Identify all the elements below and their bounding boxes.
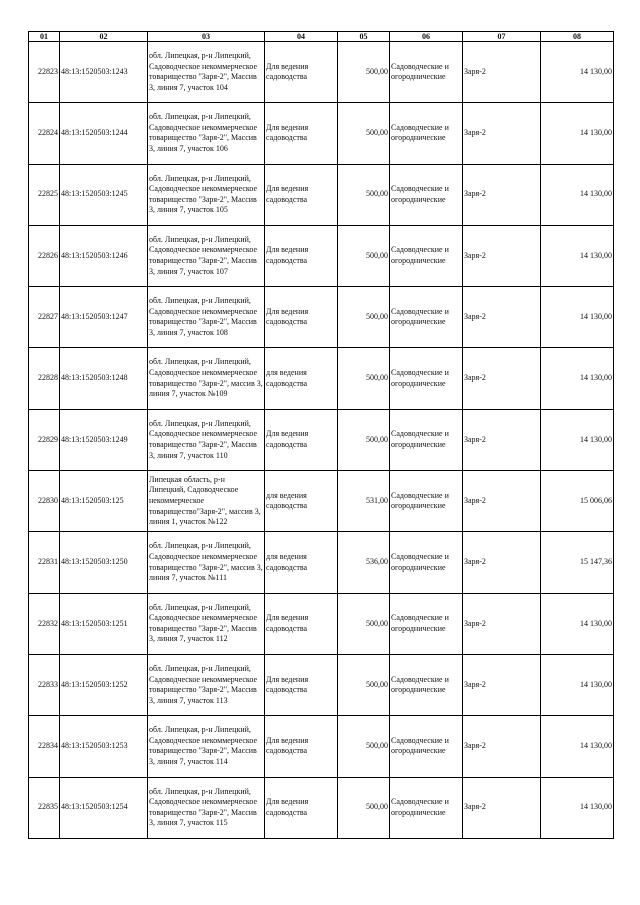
category-cell: Садоводческие и огороднические [390,654,463,715]
area-cell: 500,00 [338,409,390,470]
address-cell: обл. Липецкая, р-н Липецкий, Садоводческое некоммерческое товарищество "Заря-2", Массив 3, линия 7, участок 115 [148,777,265,838]
address-cell: Липецкая область, р-н Липецкий, Садоводческое некоммерческое товарищество"Заря-2", массив 3, линия 1, участок №122 [148,471,265,532]
column-header-04: 04 [265,32,338,42]
permitted-use-cell: Для ведения садоводства [265,777,338,838]
cadastral-number: 48:13:1520503:1246 [60,225,148,286]
category-cell: Садоводческие и огороднические [390,103,463,164]
table-body [29,42,614,839]
address-cell: обл. Липецкая, р-н Липецкий, Садоводческое некоммерческое товарищество "Заря-2", массив 3, линия 7, участок №111 [148,532,265,593]
category-cell: Садоводческие и огороднические [390,348,463,409]
zone-cell: Заря-2 [463,409,541,470]
zone-cell: Заря-2 [463,777,541,838]
area-cell: 500,00 [338,777,390,838]
record-number: 22826 [29,225,60,286]
permitted-use-cell: Для ведения садоводства [265,716,338,777]
area-cell: 500,00 [338,654,390,715]
column-header-03: 03 [148,32,265,42]
cadastral-number: 48:13:1520503:1245 [60,164,148,225]
area-cell: 500,00 [338,287,390,348]
cadastral-value-cell: 14 130,00 [541,287,614,348]
cadastral-number: 48:13:1520503:1254 [60,777,148,838]
table-row [29,164,614,225]
zone-cell: Заря-2 [463,103,541,164]
record-number: 22825 [29,164,60,225]
record-number: 22833 [29,654,60,715]
cadastral-value-cell: 15 006,06 [541,471,614,532]
record-number: 22828 [29,348,60,409]
category-cell: Садоводческие и огороднические [390,164,463,225]
area-cell: 536,00 [338,532,390,593]
zone-cell: Заря-2 [463,532,541,593]
zone-cell: Заря-2 [463,225,541,286]
permitted-use-cell: Для ведения садоводства [265,409,338,470]
cadastral-number: 48:13:1520503:125 [60,471,148,532]
zone-cell: Заря-2 [463,348,541,409]
land-register-table [28,31,614,839]
category-cell: Садоводческие и огороднические [390,42,463,103]
column-header-07: 07 [463,32,541,42]
zone-cell: Заря-2 [463,164,541,225]
cadastral-value-cell: 14 130,00 [541,164,614,225]
permitted-use-cell: Для ведения садоводства [265,593,338,654]
column-header-08: 08 [541,32,614,42]
cadastral-value-cell: 14 130,00 [541,716,614,777]
category-cell: Садоводческие и огороднические [390,593,463,654]
table-row [29,777,614,838]
record-number: 22834 [29,716,60,777]
address-cell: обл. Липецкая, р-н Липецкий, Садоводческое некоммерческое товарищество "Заря-2", Массив 3, линия 7, участок 107 [148,225,265,286]
table-row [29,409,614,470]
header-row [29,32,614,42]
cadastral-value-cell: 14 130,00 [541,593,614,654]
cadastral-value-cell: 14 130,00 [541,103,614,164]
permitted-use-cell: Для ведения садоводства [265,164,338,225]
zone-cell: Заря-2 [463,471,541,532]
category-cell: Садоводческие и огороднические [390,777,463,838]
permitted-use-cell: Для ведения садоводства [265,225,338,286]
zone-cell: Заря-2 [463,654,541,715]
cadastral-value-cell: 14 130,00 [541,777,614,838]
table-row [29,348,614,409]
table-row [29,287,614,348]
cadastral-value-cell: 14 130,00 [541,409,614,470]
table-row [29,471,614,532]
table-row [29,593,614,654]
cadastral-number: 48:13:1520503:1247 [60,287,148,348]
record-number: 22831 [29,532,60,593]
record-number: 22829 [29,409,60,470]
cadastral-number: 48:13:1520503:1253 [60,716,148,777]
address-cell: обл. Липецкая, р-н Липецкий, Садоводческое некоммерческое товарищество "Заря-2", Массив 3, линия 7, участок 104 [148,42,265,103]
cadastral-number: 48:13:1520503:1249 [60,409,148,470]
record-number: 22832 [29,593,60,654]
table-row [29,225,614,286]
address-cell: обл. Липецкая, р-н Липецкий, Садоводческое некоммерческое товарищество "Заря-2", Массив 3, линия 7, участок 106 [148,103,265,164]
cadastral-value-cell: 15 147,36 [541,532,614,593]
category-cell: Садоводческие и огороднические [390,409,463,470]
category-cell: Садоводческие и огороднические [390,225,463,286]
record-number: 22830 [29,471,60,532]
table-row [29,103,614,164]
category-cell: Садоводческие и огороднические [390,471,463,532]
permitted-use-cell: Для ведения садоводства [265,654,338,715]
cadastral-value-cell: 14 130,00 [541,225,614,286]
address-cell: обл. Липецкая, р-н Липецкий, Садоводческое некоммерческое товарищество "Заря-2", Массив 3, линия 7, участок 114 [148,716,265,777]
permitted-use-cell: Для ведения садоводства [265,287,338,348]
record-number: 22835 [29,777,60,838]
cadastral-number: 48:13:1520503:1243 [60,42,148,103]
address-cell: обл. Липецкая, р-н Липецкий, Садоводческое некоммерческое товарищество "Заря-2", Массив 3, линия 7, участок 108 [148,287,265,348]
address-cell: обл. Липецкая, р-н Липецкий, Садоводческое некоммерческое товарищество "Заря-2", Массив 3, линия 7, участок 105 [148,164,265,225]
address-cell: обл. Липецкая, р-н Липецкий, Садоводческое некоммерческое товарищество "Заря-2", Массив 3, линия 7, участок 110 [148,409,265,470]
category-cell: Садоводческие и огороднические [390,716,463,777]
table-header [29,32,614,42]
record-number: 22824 [29,103,60,164]
area-cell: 500,00 [338,164,390,225]
cadastral-number: 48:13:1520503:1251 [60,593,148,654]
address-cell: обл. Липецкая, р-н Липецкий, Садоводческое некоммерческое товарищество "Заря-2", Массив 3, линия 7, участок 113 [148,654,265,715]
zone-cell: Заря-2 [463,42,541,103]
area-cell: 500,00 [338,103,390,164]
permitted-use-cell: Для ведения садоводства [265,42,338,103]
area-cell: 500,00 [338,225,390,286]
column-header-02: 02 [60,32,148,42]
area-cell: 531,00 [338,471,390,532]
category-cell: Садоводческие и огороднические [390,532,463,593]
permitted-use-cell: для ведения садоводства [265,471,338,532]
column-header-06: 06 [390,32,463,42]
cadastral-number: 48:13:1520503:1250 [60,532,148,593]
table-row [29,716,614,777]
permitted-use-cell: для ведения садоводства [265,532,338,593]
cadastral-number: 48:13:1520503:1248 [60,348,148,409]
cadastral-number: 48:13:1520503:1252 [60,654,148,715]
permitted-use-cell: Для ведения садоводства [265,103,338,164]
record-number: 22827 [29,287,60,348]
address-cell: обл. Липецкая, р-н Липецкий, Садоводческое некоммерческое товарищество "Заря-2", массив 3, линия 7, участок №109 [148,348,265,409]
cadastral-number: 48:13:1520503:1244 [60,103,148,164]
area-cell: 500,00 [338,42,390,103]
column-header-05: 05 [338,32,390,42]
table-row [29,654,614,715]
zone-cell: Заря-2 [463,593,541,654]
area-cell: 500,00 [338,716,390,777]
zone-cell: Заря-2 [463,287,541,348]
area-cell: 500,00 [338,593,390,654]
record-number: 22823 [29,42,60,103]
cadastral-value-cell: 14 130,00 [541,348,614,409]
cadastral-value-cell: 14 130,00 [541,654,614,715]
category-cell: Садоводческие и огороднические [390,287,463,348]
table-row [29,42,614,103]
table-row [29,532,614,593]
column-header-01: 01 [29,32,60,42]
permitted-use-cell: для ведения садоводства [265,348,338,409]
cadastral-value-cell: 14 130,00 [541,42,614,103]
zone-cell: Заря-2 [463,716,541,777]
address-cell: обл. Липецкая, р-н Липецкий, Садоводческое некоммерческое товарищество "Заря-2", Массив 3, линия 7, участок 112 [148,593,265,654]
area-cell: 500,00 [338,348,390,409]
